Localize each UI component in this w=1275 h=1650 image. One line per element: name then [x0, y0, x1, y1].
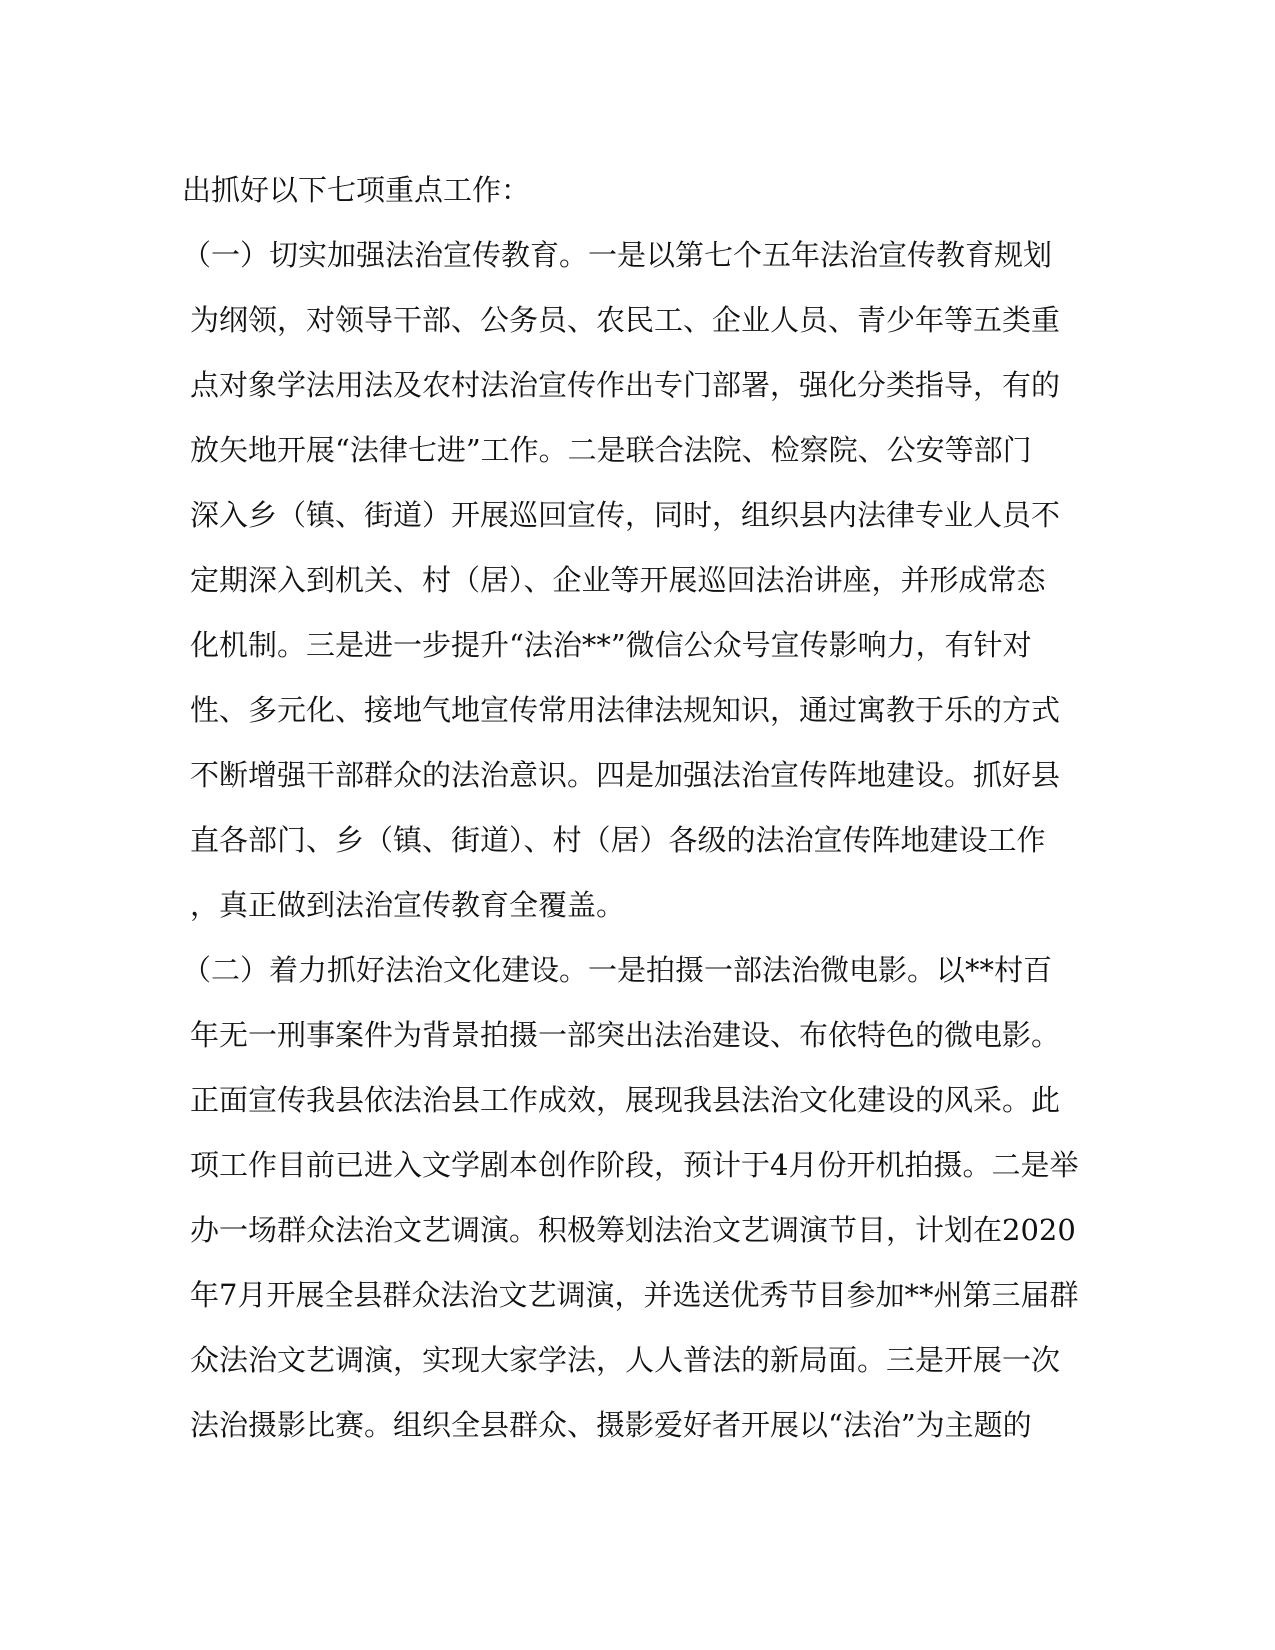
text-line: 出抓好以下七项重点工作：	[182, 173, 531, 207]
section-heading-line: （二）着力抓好法治文化建设。一是拍摄一部法治微电影。以**村百	[182, 953, 1053, 987]
text-line: 放矢地开展“法律七进”工作。二是联合法院、检察院、公安等部门	[190, 433, 1032, 467]
text-line: 点对象学法用法及农村法治宣传作出专门部署，强化分类指导，有的	[190, 368, 1061, 402]
text-line: 性、多元化、接地气地宣传常用法律法规知识，通过寓教于乐的方式	[190, 693, 1061, 727]
text-line: 年7月开展全县群众法治文艺调演，并选送优秀节目参加**州第三届群	[190, 1278, 1079, 1312]
body-text	[182, 158, 1090, 1458]
text-line: 项工作目前已进入文学剧本创作阶段，预计于4月份开机拍摄。二是举	[190, 1148, 1079, 1182]
text-line: 年无一刑事案件为背景拍摄一部突出法治建设、布依特色的微电影。	[190, 1018, 1061, 1052]
text-line: 正面宣传我县依法治县工作成效，展现我县法治文化建设的风采。此	[190, 1083, 1061, 1117]
text-line: 办一场群众法治文艺调演。积极筹划法治文艺调演节目，计划在2020	[190, 1213, 1076, 1247]
text-line: 法治摄影比赛。组织全县群众、摄影爱好者开展以“法治”为主题的	[190, 1408, 1032, 1442]
text-line: 众法治文艺调演，实现大家学法，人人普法的新局面。三是开展一次	[190, 1343, 1061, 1377]
text-line: 不断增强干部群众的法治意识。四是加强法治宣传阵地建设。抓好县	[190, 758, 1061, 792]
text-line: 为纲领，对领导干部、公务员、农民工、企业人员、青少年等五类重	[190, 303, 1061, 337]
text-line: 深入乡（镇、街道）开展巡回宣传，同时，组织县内法律专业人员不	[190, 498, 1061, 532]
text-line: ，真正做到法治宣传教育全覆盖。	[190, 888, 626, 922]
text-line: 定期深入到机关、村（居）、企业等开展巡回法治讲座，并形成常态	[190, 563, 1046, 597]
section-heading-line: （一）切实加强法治宣传教育。一是以第七个五年法治宣传教育规划	[182, 238, 1053, 272]
text-line: 直各部门、乡（镇、街道）、村（居）各级的法治宣传阵地建设工作	[190, 823, 1046, 857]
text-line: 化机制。三是进一步提升“法治**”微信公众号宣传影响力，有针对	[190, 628, 1032, 662]
